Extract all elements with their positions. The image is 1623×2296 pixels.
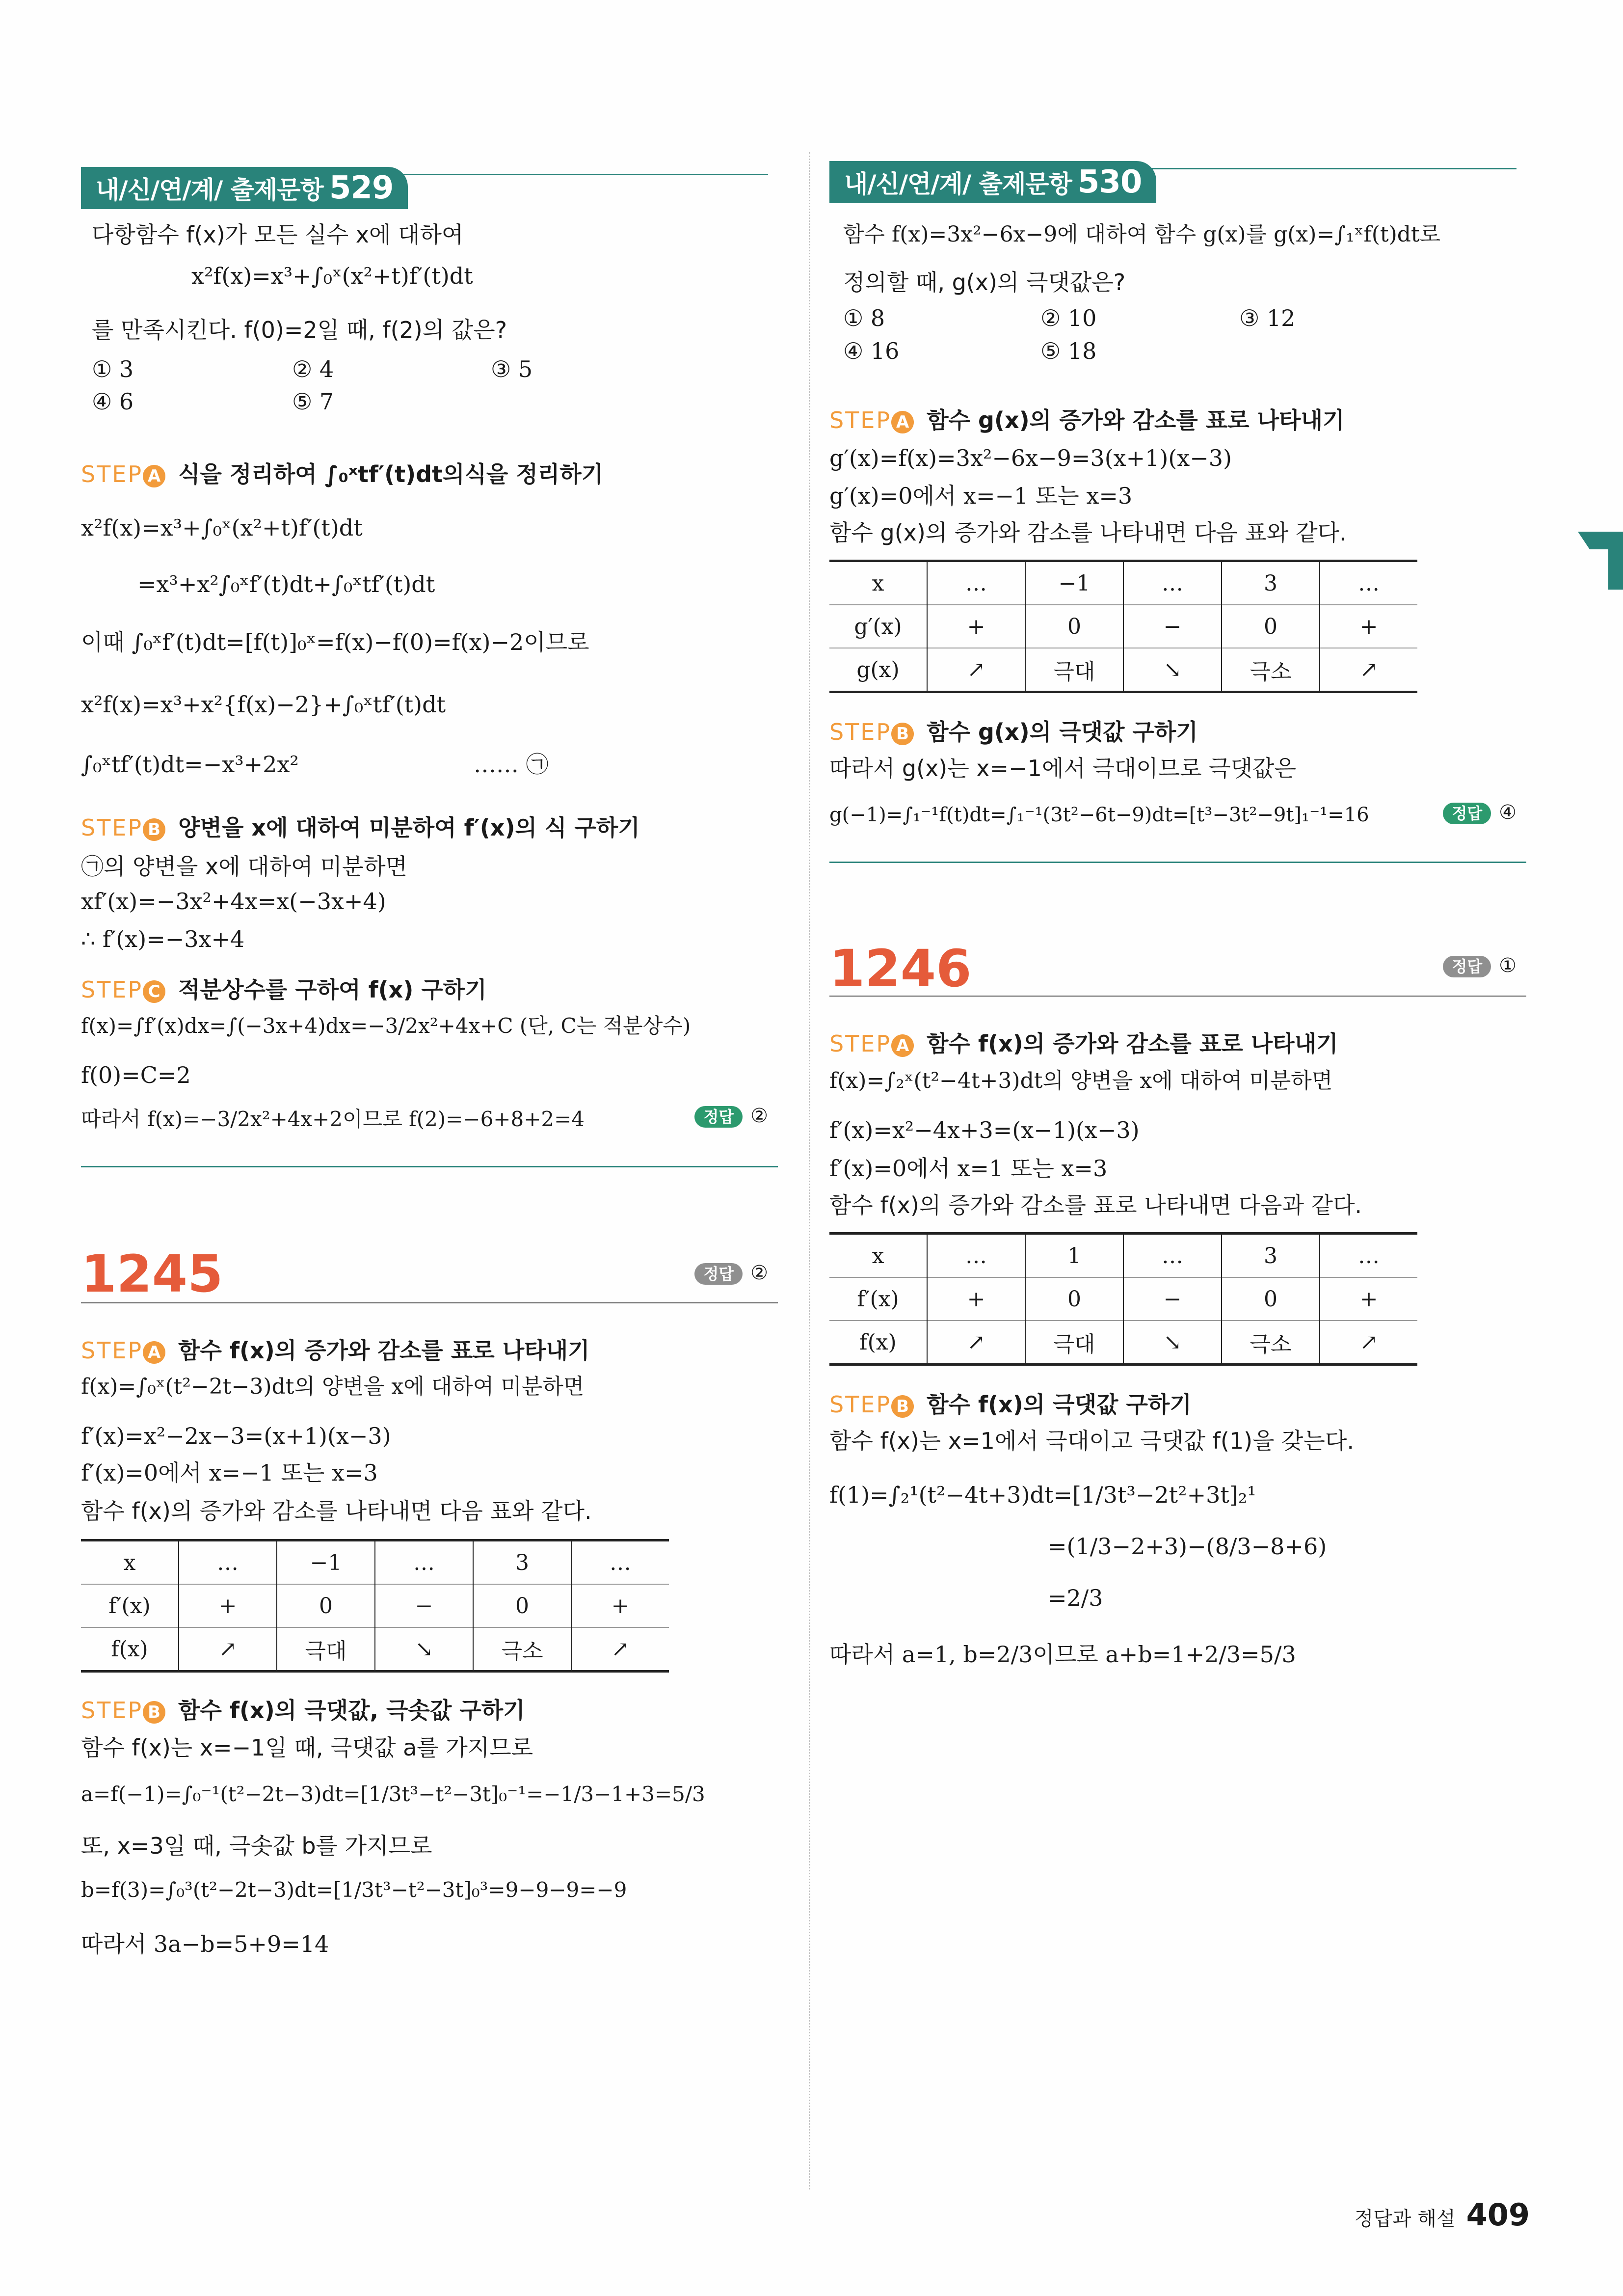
solution-line: f(x)=∫₂ˣ(t²−4t+3)dt의 양변을 x에 대하여 미분하면 [829, 1068, 1333, 1093]
problem-530-header [829, 161, 1517, 206]
solution-line: b=f(3)=∫₀³(t²−2t−3)dt=[1/3t³−t²−3t]₀³=9−9−9=−9 [81, 1878, 627, 1902]
problem-number-1245: 1245 [81, 1244, 223, 1304]
step-b-heading: STEP B 함수 g(x)의 극댓값 구하기 [829, 719, 1198, 745]
choice-2: ② 10 [1040, 305, 1097, 331]
solution-line: 함수 f(x)의 증가와 감소를 표로 나타내면 다음과 같다. [829, 1192, 1362, 1218]
solution-line: xf′(x)=−3x²+4x=x(−3x+4) [81, 888, 386, 915]
equation-tag: …… ㉠ [474, 751, 549, 778]
choice-5: ⑤ 7 [292, 388, 334, 415]
step-b-heading: STEP B 함수 f(x)의 극댓값 구하기 [829, 1391, 1192, 1418]
table-row: f′(x) + 0 − 0 + [81, 1584, 669, 1627]
solution-line: 이때 ∫₀ˣf′(t)dt=[f(t)]₀ˣ=f(x)−f(0)=f(x)−2이므로 [81, 629, 589, 655]
increase-decrease-table [81, 1539, 669, 1673]
solution-line: ∫₀ˣtf′(t)dt=−x³+2x² [81, 751, 299, 778]
solution-line: 따라서 f(x)=−3/2x²+4x+2이므로 f(2)=−6+8+2=4 [81, 1107, 585, 1131]
solution-line: x²f(x)=x³+∫₀ˣ(x²+t)f′(t)dt [81, 514, 363, 541]
header-badge: 내/신/연/계/ 출제문항 [96, 176, 323, 204]
choice-3: ③ 5 [491, 356, 533, 382]
problem-line: 함수 f(x)=3x²−6x−9에 대하여 함수 g(x)를 g(x)=∫₁ˣf(t)dt로 [843, 222, 1441, 247]
solution-line: 함수 f(x)의 증가와 감소를 나타내면 다음 표와 같다. [81, 1498, 592, 1524]
solution-line: f′(x)=x²−4x+3=(x−1)(x−3) [829, 1117, 1140, 1143]
solution-line: 따라서 g(x)는 x=−1에서 극대이므로 극댓값은 [829, 755, 1296, 782]
page-footer [1355, 2197, 1530, 2233]
solution-line: 함수 f(x)는 x=1에서 극대이고 극댓값 f(1)을 갖는다. [829, 1428, 1355, 1454]
solution-line: f(x)=∫₀ˣ(t²−2t−3)dt의 양변을 x에 대하여 미분하면 [81, 1374, 585, 1399]
header-number: 529 [329, 170, 394, 206]
choice-4: ④ 6 [92, 388, 134, 415]
table-row: f′(x) + 0 − 0 + [829, 1277, 1417, 1321]
solution-line: =x³+x²∫₀ˣf′(t)dt+∫₀ˣtf′(t)dt [137, 571, 435, 597]
solution-line: 따라서 3a−b=5+9=14 [81, 1931, 329, 1957]
header-number: 530 [1077, 164, 1142, 200]
solution-line: =2/3 [1048, 1585, 1103, 1611]
problem-line: 다항함수 f(x)가 모든 실수 x에 대하여 [92, 221, 464, 248]
step-c-heading: STEP C 적분상수를 구하여 f(x) 구하기 [81, 976, 487, 1003]
table-row: f(x) ↗ 극대 ↘ 극소 ↗ [81, 1627, 669, 1672]
answer-1246: 정답 ① [1443, 954, 1517, 977]
header-badge: 내/신/연/계/ 출제문항 [844, 170, 1072, 198]
table-row: f(x) ↗ 극대 ↘ 극소 ↗ [829, 1321, 1417, 1365]
column-divider [809, 152, 810, 2189]
table-row: x … −1 … 3 … [829, 561, 1417, 605]
chapter-tab-marker [1578, 532, 1623, 590]
problem-number-1246: 1246 [829, 939, 972, 999]
solution-line: g′(x)=f(x)=3x²−6x−9=3(x+1)(x−3) [829, 445, 1232, 471]
increase-decrease-table [829, 560, 1417, 693]
step-b-heading: STEP B 양변을 x에 대하여 미분하여 f′(x)의 식 구하기 [81, 814, 640, 841]
page-number: 409 [1466, 2197, 1530, 2233]
choice-5: ⑤ 18 [1040, 338, 1097, 364]
choice-4: ④ 16 [843, 338, 900, 364]
increase-decrease-table [829, 1232, 1417, 1366]
solution-line: =(1/3−2+3)−(8/3−8+6) [1048, 1533, 1327, 1560]
solution-line: ㉠의 양변을 x에 대하여 미분하면 [81, 853, 407, 880]
step-a-heading: STEP A 함수 g(x)의 증가와 감소를 표로 나타내기 [829, 407, 1345, 433]
answer-1245: 정답 ② [694, 1262, 768, 1285]
solution-line: a=f(−1)=∫₀⁻¹(t²−2t−3)dt=[1/3t³−t²−3t]₀⁻¹=−1/3−1+3=5/3 [81, 1782, 705, 1806]
solution-line: ∴ f′(x)=−3x+4 [81, 926, 245, 952]
solution-line: g′(x)=0에서 x=−1 또는 x=3 [829, 483, 1133, 509]
choice-1: ① 3 [92, 356, 134, 382]
problem-line: 정의할 때, g(x)의 극댓값은? [843, 269, 1126, 296]
solution-line: f(0)=C=2 [81, 1062, 191, 1088]
footer-label: 정답과 해설 [1354, 2208, 1456, 2230]
solution-line: g(−1)=∫₁⁻¹f(t)dt=∫₁⁻¹(3t²−6t−9)dt=[t³−3t²−9t]₁⁻¹=16 [829, 804, 1369, 826]
problem-529-header [81, 167, 768, 212]
solution-line: 또, x=3일 때, 극솟값 b를 가지므로 [81, 1833, 432, 1859]
answer-530: 정답 ④ [1443, 801, 1517, 824]
problem-equation: x²f(x)=x³+∫₀ˣ(x²+t)f′(t)dt [191, 263, 473, 289]
solution-line: f′(x)=0에서 x=1 또는 x=3 [829, 1155, 1108, 1182]
solution-line: f(x)=∫f′(x)dx=∫(−3x+4)dx=−3/2x²+4x+C (단, C는 적분상수) [81, 1014, 691, 1038]
step-a-heading: STEP A 함수 f(x)의 증가와 감소를 표로 나타내기 [81, 1337, 590, 1364]
table-row: x … 1 … 3 … [829, 1234, 1417, 1278]
table-row: x … −1 … 3 … [81, 1540, 669, 1585]
choice-3: ③ 12 [1239, 305, 1296, 331]
answer-529: 정답 ② [694, 1105, 768, 1128]
solution-line: f′(x)=x²−2x−3=(x+1)(x−3) [81, 1423, 391, 1449]
solution-line: 함수 g(x)의 증가와 감소를 나타내면 다음 표와 같다. [829, 519, 1347, 546]
step-b-heading: STEP B 함수 f(x)의 극댓값, 극솟값 구하기 [81, 1697, 525, 1724]
solution-line: f(1)=∫₂¹(t²−4t+3)dt=[1/3t³−2t²+3t]₂¹ [829, 1482, 1256, 1508]
step-a-heading: STEP A 식을 정리하여 ∫₀ˣtf′(t)dt의식을 정리하기 [81, 461, 604, 487]
table-row: g′(x) + 0 − 0 + [829, 605, 1417, 648]
table-row: g(x) ↗ 극대 ↘ 극소 ↗ [829, 648, 1417, 692]
step-a-heading: STEP A 함수 f(x)의 증가와 감소를 표로 나타내기 [829, 1030, 1338, 1057]
problem-line: 를 만족시킨다. f(0)=2일 때, f(2)의 값은? [92, 317, 507, 343]
solution-line: 함수 f(x)는 x=−1일 때, 극댓값 a를 가지므로 [81, 1734, 533, 1761]
solution-line: x²f(x)=x³+x²{f(x)−2}+∫₀ˣtf′(t)dt [81, 691, 446, 718]
choice-2: ② 4 [292, 356, 334, 382]
solution-line: f′(x)=0에서 x=−1 또는 x=3 [81, 1459, 378, 1486]
solution-line: 따라서 a=1, b=2/3이므로 a+b=1+2/3=5/3 [829, 1641, 1296, 1668]
choice-1: ① 8 [843, 305, 885, 331]
